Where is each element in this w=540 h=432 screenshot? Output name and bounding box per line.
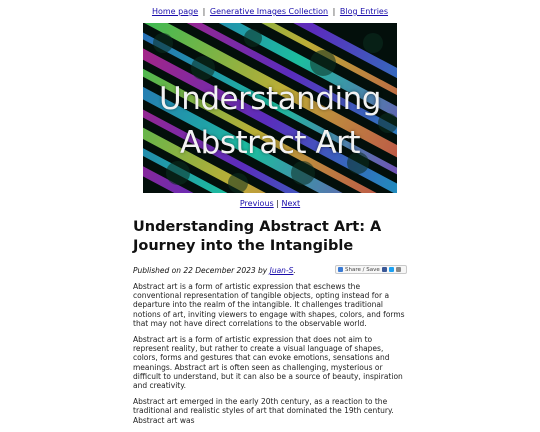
next-link[interactable]: Next	[281, 199, 301, 208]
article-paragraph: Abstract art is a form of artistic expression that does not aim to represent reality, but rather to create a visual language of shapes, colors, forms and gestures that can evoke emotions, sensations and meanings. Abstract art is often seen as challenging, mysterious or difficult to understand, but it can also be a source of beauty, inspiration and creativity.	[133, 335, 403, 391]
generative-images-link[interactable]: Generative Images Collection	[209, 7, 329, 16]
hero-title-line-2: Abstract Art	[179, 125, 361, 161]
top-navigation	[0, 7, 540, 16]
previous-link[interactable]: Previous	[239, 199, 274, 208]
facebook-icon	[382, 267, 387, 272]
nav-separator: |	[202, 7, 206, 16]
published-suffix: .	[293, 266, 296, 275]
article-header	[133, 218, 409, 256]
pager	[0, 199, 540, 208]
nav-separator: |	[332, 7, 336, 16]
article-paragraph: Abstract art emerged in the early 20th century, as a reaction to the traditional and realistic styles of art that dominated the 19th century. Abstract art was	[133, 397, 394, 425]
published-info	[133, 266, 296, 275]
published-prefix: Published on 22 December 2023 by	[133, 266, 268, 275]
share-label: Share / Save	[345, 266, 380, 273]
hero-title-line-1: Understanding	[159, 81, 381, 117]
article-body	[133, 282, 409, 432]
hero-image	[143, 23, 397, 193]
share-save-button[interactable]	[335, 265, 407, 274]
article-paragraph: Abstract art is a form of artistic expression that eschews the conventional representation of tangible objects, opting instead for a departure into the realm of the intangible. It challenges traditional notions of art, inviting viewers to engage with shapes, colors, and forms that may not have direct correlations to the observable world.	[133, 282, 405, 328]
share-icon	[338, 267, 343, 272]
author-link[interactable]: Juan-S	[269, 266, 294, 275]
email-icon	[396, 267, 401, 272]
blog-entries-link[interactable]: Blog Entries	[339, 7, 389, 16]
article-title: Understanding Abstract Art: A Journey into the Intangible	[133, 219, 382, 254]
article-meta	[133, 265, 409, 277]
pager-separator: |	[276, 199, 279, 208]
twitter-icon	[389, 267, 394, 272]
home-page-link[interactable]: Home page	[151, 7, 199, 16]
